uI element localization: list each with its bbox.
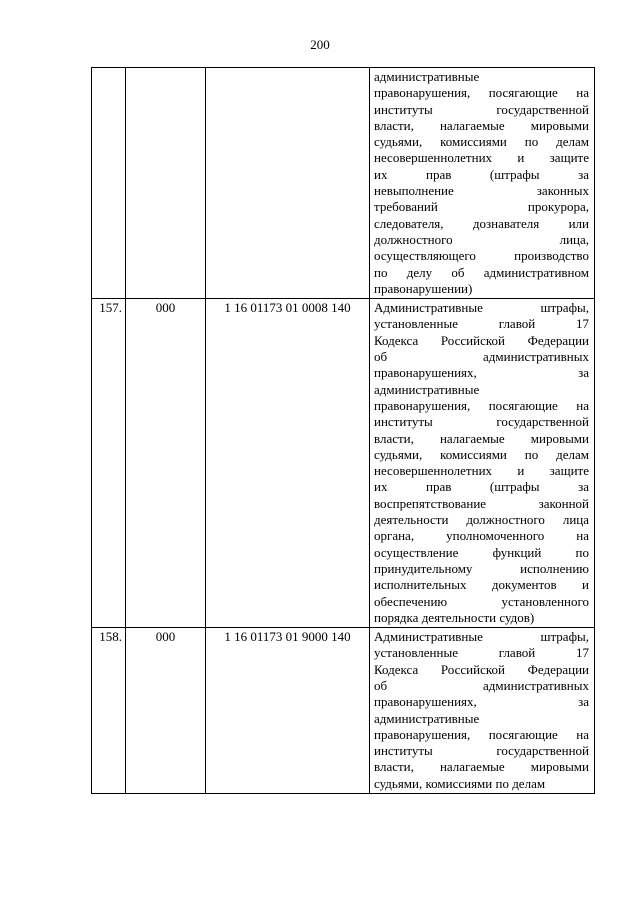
description-line: деятельности должностного лица: [374, 512, 589, 528]
table-row: [92, 299, 595, 628]
description-line: институты государственной: [374, 414, 589, 430]
description-cell: [370, 299, 595, 628]
description-line: об административных: [374, 677, 589, 693]
description-line: осуществление функций по: [374, 544, 589, 560]
page-number: 200: [310, 37, 330, 52]
description-line: правонарушения, посягающие на: [374, 397, 589, 413]
description-line: несовершеннолетних и защите: [374, 463, 589, 479]
description-line: правонарушениях, за: [374, 694, 589, 710]
budget-codes-table: [91, 67, 595, 794]
admin-code-cell: 000: [126, 628, 206, 794]
description-line: по делу об административном: [374, 264, 589, 280]
description-line: Административные штрафы,: [374, 629, 589, 645]
budget-code-cell: [206, 68, 370, 299]
description-line: Административные штрафы,: [374, 300, 589, 316]
description-line: должностного лица,: [374, 231, 589, 247]
admin-code-cell: [126, 68, 206, 299]
table-body: [92, 68, 595, 794]
description-line: следователя, дознавателя или: [374, 215, 589, 231]
description-line: порядка деятельности судов): [374, 609, 535, 625]
description-line: их прав (штрафы за: [374, 479, 589, 495]
row-number-cell: 158.: [92, 628, 126, 794]
description-line: Кодекса Российской Федерации: [374, 332, 589, 348]
admin-code-cell: 000: [126, 299, 206, 628]
description-line: исполнительных документов и: [374, 577, 589, 593]
row-number-cell: [92, 68, 126, 299]
description-line: правонарушения, посягающие на: [374, 85, 589, 101]
description-line: судьями, комиссиями по делам: [374, 134, 589, 150]
description-line: об административных: [374, 349, 589, 365]
description-line: правонарушении): [374, 280, 473, 296]
budget-code-cell: 1 16 01173 01 9000 140: [206, 628, 370, 794]
description-line: воспрепятствование законной: [374, 495, 589, 511]
description-cell: [370, 628, 595, 794]
description-cell: [370, 68, 595, 299]
description-line: установленные главой 17: [374, 316, 589, 332]
description-line: обеспечению установленного: [374, 593, 589, 609]
description-line: власти, налагаемые мировыми: [374, 430, 589, 446]
description-line: Кодекса Российской Федерации: [374, 661, 589, 677]
description-line: принудительному исполнению: [374, 560, 589, 576]
description-line: власти, налагаемые мировыми: [374, 117, 589, 133]
description-line: институты государственной: [374, 101, 589, 117]
description-line: правонарушения, посягающие на: [374, 726, 589, 742]
description-line: невыполнение законных: [374, 183, 589, 199]
description-line: органа, уполномоченного на: [374, 528, 589, 544]
table-row: [92, 628, 595, 794]
description-line: судьями, комиссиями по делам: [374, 775, 546, 791]
description-line: административные: [374, 69, 480, 84]
description-line: административные: [374, 381, 480, 397]
table-row: [92, 68, 595, 299]
description-line: власти, налагаемые мировыми: [374, 759, 589, 775]
description-line: судьями, комиссиями по делам: [374, 446, 589, 462]
description-line: административные: [374, 710, 480, 726]
description-line: несовершеннолетних и защите: [374, 150, 589, 166]
description-line: правонарушениях, за: [374, 365, 589, 381]
description-line: установленные главой 17: [374, 645, 589, 661]
description-line: требований прокурора,: [374, 199, 589, 215]
description-line: их прав (штрафы за: [374, 166, 589, 182]
description-line: институты государственной: [374, 743, 589, 759]
row-number-cell: 157.: [92, 299, 126, 628]
description-line: осуществляющего производство: [374, 248, 589, 264]
budget-code-cell: 1 16 01173 01 0008 140: [206, 299, 370, 628]
